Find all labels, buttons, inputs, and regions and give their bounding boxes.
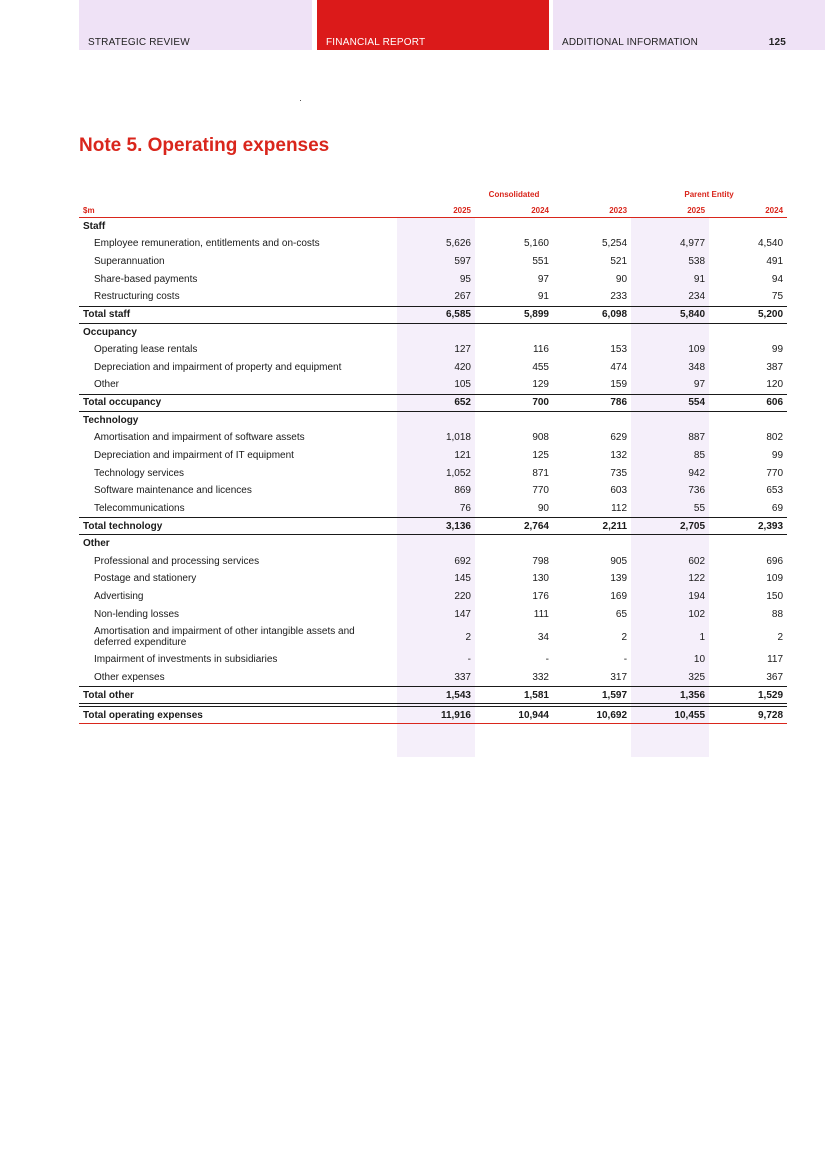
value-cell: 2,211 [553,518,631,535]
value-cell: 95 [459,273,471,285]
value-cell: 887 [688,432,706,444]
section-total-row [79,518,787,535]
value-cell: 2,705 [631,518,709,535]
value-cell: 1,581 [475,687,553,704]
value-cell: 11,916 [397,707,475,724]
value-cell: 116 [533,344,549,356]
section-tabs [79,0,825,50]
row-label: Share-based payments [94,273,198,285]
table-row [79,605,787,623]
table-row [79,429,787,447]
value-cell: 551 [532,256,549,268]
value-cell: 2 [621,631,628,643]
value-cell: 2,393 [709,518,787,535]
value-cell: 3,136 [397,518,475,535]
table-row [79,500,787,518]
value-cell: 105 [454,379,471,391]
value-cell: 908 [532,432,549,444]
value-cell: 420 [454,361,471,373]
tab-additional-label: ADDITIONAL INFORMATION [562,37,699,48]
value-cell: 491 [766,256,784,268]
page-title: Note 5. Operating expenses [79,135,330,156]
value-cell: 150 [766,590,784,602]
value-cell: 1,052 [445,467,471,479]
decorative-dot [300,100,301,101]
row-label: Total operating expenses [79,707,397,724]
value-cell: 109 [766,573,784,585]
row-label: Total staff [79,306,397,323]
row-label: Non-lending losses [94,608,180,620]
value-cell: 99 [771,449,784,461]
section-heading: Staff [83,221,106,232]
row-label: Other expenses [94,672,165,684]
row-label: Advertising [94,590,144,602]
value-cell: 122 [688,573,706,585]
value-cell: 9,728 [709,707,787,724]
table-row [79,270,787,288]
value-cell: 4,977 [680,238,706,250]
value-cell: 367 [766,672,784,684]
row-label: Depreciation and impairment of property and equipment [94,361,342,373]
row-label: Depreciation and impairment of IT equipment [94,449,294,461]
group-header-consolidated: Consolidated [488,190,540,199]
value-cell: 10,944 [475,707,553,724]
value-cell: 5,160 [523,238,549,250]
value-cell: - [545,654,549,666]
value-cell: 770 [766,467,784,479]
table-row [79,651,787,669]
value-cell: 538 [688,256,706,268]
row-label: Impairment of investments in subsidiaries [94,654,278,666]
tab-additional-information[interactable] [553,0,825,50]
value-cell: 786 [553,394,631,411]
value-cell: 10,455 [631,707,709,724]
value-cell: 521 [610,256,628,268]
grand-total-row [79,707,787,724]
value-cell: 125 [532,449,549,461]
value-cell: 735 [610,467,628,479]
value-cell: 10,692 [553,707,631,724]
table-row [79,288,787,306]
value-cell: 1,529 [709,687,787,704]
row-label: Superannuation [94,256,165,268]
value-cell: 139 [610,573,628,585]
value-cell: 121 [454,449,471,461]
value-cell: 91 [693,273,706,285]
value-cell: 65 [615,608,628,620]
year-header: 2024 [475,199,553,218]
value-cell: 736 [688,485,706,497]
value-cell: 169 [610,590,628,602]
section-total-row [79,687,787,704]
value-cell: 90 [615,273,628,285]
value-cell: 2,764 [475,518,553,535]
table-row [79,588,787,606]
value-cell: 97 [537,273,549,285]
value-cell: 99 [771,344,784,356]
value-cell: 147 [454,608,471,620]
value-cell: 317 [610,672,628,684]
tab-strategic-review[interactable]: STRATEGIC REVIEW [79,0,312,50]
group-header-parent-entity: Parent Entity [684,190,734,199]
value-cell: 1 [699,631,706,643]
value-cell: 337 [454,672,471,684]
table-row [79,376,787,394]
value-cell: 1,018 [445,432,471,444]
value-cell: 10 [693,654,706,666]
value-cell: 90 [537,502,549,514]
value-cell: 130 [532,573,549,585]
table-row [79,669,787,687]
row-label: Employee remuneration, entitlements and on-costs [94,238,320,250]
value-cell: 869 [454,485,471,497]
row-label: Postage and stationery [94,573,197,585]
value-cell: 159 [610,379,628,391]
value-cell: 234 [688,291,706,303]
value-cell: 129 [532,379,549,391]
unit-label: $m [79,199,397,218]
value-cell: 97 [693,379,706,391]
value-cell: 194 [688,590,706,602]
year-header: 2025 [631,199,709,218]
value-cell: 942 [688,467,706,479]
value-cell: 233 [610,291,628,303]
value-cell: 111 [533,608,549,620]
value-cell: 85 [693,449,706,461]
value-cell: 145 [454,573,471,585]
value-cell: 325 [688,672,706,684]
value-cell: - [467,654,471,666]
row-label: Telecommunications [94,502,185,514]
row-label: Amortisation and impairment of software assets [94,432,305,444]
value-cell: 76 [459,502,471,514]
row-label: Operating lease rentals [94,344,198,356]
value-cell: 5,254 [602,238,628,250]
value-cell: 332 [532,672,549,684]
row-label: Total other [79,687,397,704]
value-cell: 597 [454,256,471,268]
row-label: Software maintenance and licences [94,485,252,497]
value-cell: 603 [610,485,628,497]
value-cell: 606 [709,394,787,411]
value-cell: 5,899 [475,306,553,323]
value-cell: 69 [771,502,784,514]
value-cell: 770 [532,485,549,497]
table-row [79,253,787,271]
value-cell: 34 [537,631,549,643]
year-header-row [79,199,787,218]
value-cell: 91 [537,291,549,303]
section-heading-row [79,411,787,429]
value-cell: 2 [777,631,784,643]
value-cell: 5,200 [709,306,787,323]
page-number: 125 [768,37,786,48]
value-cell: 629 [610,432,628,444]
value-cell: 700 [475,394,553,411]
year-header: 2025 [397,199,475,218]
table-row [79,358,787,376]
value-cell: 94 [771,273,784,285]
value-cell: 652 [397,394,475,411]
value-cell: 5,840 [631,306,709,323]
year-header: 2024 [709,199,787,218]
tab-financial-report[interactable]: FINANCIAL REPORT [317,0,549,50]
table-row [79,447,787,465]
row-label: Professional and processing services [94,555,260,567]
value-cell: 5,626 [445,238,471,250]
value-cell: 55 [693,502,706,514]
value-cell: 653 [766,485,784,497]
value-cell: 554 [631,394,709,411]
operating-expenses-table [79,183,787,724]
value-cell: 4,540 [758,238,784,250]
table-row [79,235,787,253]
value-cell: 798 [532,555,549,567]
section-heading: Occupancy [83,326,137,338]
value-cell: 348 [688,361,706,373]
value-cell: 88 [771,608,784,620]
value-cell: 474 [610,361,628,373]
table-row [79,341,787,359]
group-header-spacer [79,183,397,199]
value-cell: 455 [532,361,549,373]
value-cell: 2 [465,631,471,643]
table-row [79,623,787,651]
value-cell: 1,597 [553,687,631,704]
row-label: Total technology [79,518,397,535]
value-cell: 871 [532,467,549,479]
row-label: Restructuring costs [94,291,180,303]
section-heading-row [79,535,787,553]
row-label: Other [94,379,120,391]
row-label: Total occupancy [79,394,397,411]
year-header: 2023 [553,199,631,218]
group-header-row [79,183,787,199]
section-heading: Other [83,538,110,550]
value-cell: 112 [611,502,628,514]
table-row [79,552,787,570]
value-cell: 120 [766,379,784,391]
value-cell: 6,098 [553,306,631,323]
value-cell: 75 [771,291,784,303]
value-cell: 127 [454,344,471,356]
section-heading: Technology [83,414,139,426]
value-cell: 802 [766,432,784,444]
value-cell: 117 [767,654,784,666]
section-heading-row [79,323,787,341]
value-cell: 602 [688,555,706,567]
value-cell: 387 [766,361,784,373]
row-label: Technology services [94,467,185,479]
value-cell: 176 [532,590,549,602]
value-cell: 692 [454,555,471,567]
value-cell: 1,356 [631,687,709,704]
value-cell: 267 [454,291,471,303]
table-row [79,570,787,588]
value-cell: 109 [688,344,706,356]
value-cell: 153 [610,344,628,356]
value-cell: 696 [766,555,784,567]
table-body [79,218,787,724]
value-cell: 905 [610,555,628,567]
section-total-row [79,306,787,323]
value-cell: 1,543 [397,687,475,704]
value-cell: - [623,654,628,666]
section-total-row [79,394,787,411]
value-cell: 102 [688,608,706,620]
operating-expenses-table-container [79,183,786,724]
row-label: Amortisation and impairment of other intangible assets and deferred expenditure [94,626,355,648]
table-row [79,482,787,500]
value-cell: 6,585 [397,306,475,323]
table-row [79,464,787,482]
section-heading-row [79,218,787,236]
value-cell: 220 [454,590,471,602]
value-cell: 132 [610,449,628,461]
